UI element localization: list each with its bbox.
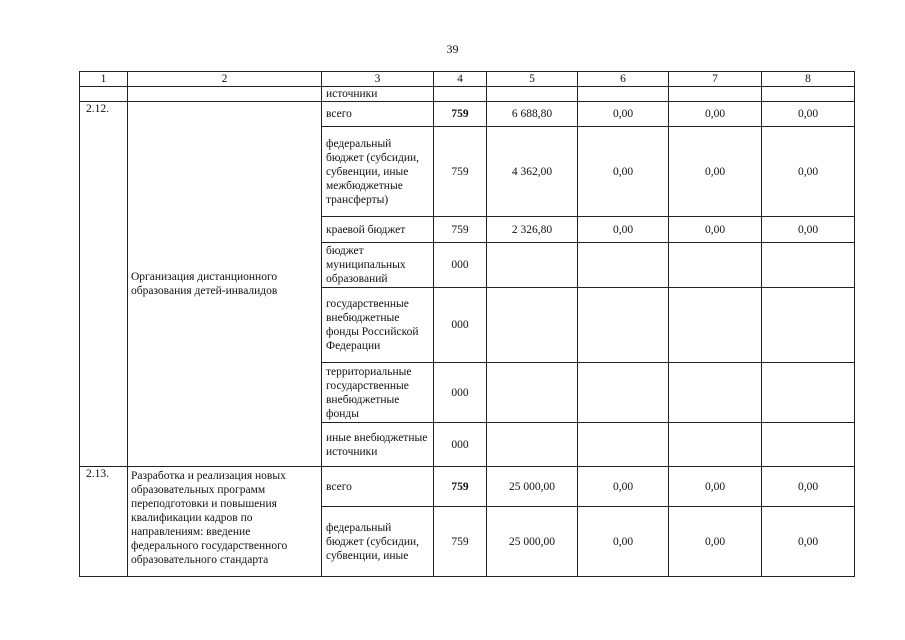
funding-source: краевой бюджет	[322, 217, 434, 243]
value-col5	[487, 243, 578, 288]
value-col7	[669, 243, 762, 288]
value-col5	[487, 288, 578, 363]
value-col5: 2 326,80	[487, 217, 578, 243]
budget-code: 000	[434, 288, 487, 363]
value-col5	[487, 423, 578, 467]
value-col5	[487, 363, 578, 423]
activity-name: Разработка и реализация новых образовательных программ переподготовки и повышения квалификации кадров по направлениям: введение федерального государственного образовательного стандарта	[128, 467, 322, 577]
value-col6: 0,00	[578, 102, 669, 127]
carry-over-row	[80, 87, 855, 102]
value-col8	[762, 363, 855, 423]
value-col8: 0,00	[762, 467, 855, 507]
funding-source: федеральный бюджет (субсидии, субвенции, иные межбюджетные трансферты)	[322, 127, 434, 217]
funding-source: бюджет муниципальных образований	[322, 243, 434, 288]
page-number: 39	[446, 42, 459, 56]
value-col7	[669, 423, 762, 467]
value-col8	[762, 288, 855, 363]
value-col6: 0,00	[578, 467, 669, 507]
value-col7: 0,00	[669, 102, 762, 127]
value-col6	[578, 363, 669, 423]
column-number: 5	[487, 72, 578, 87]
table-row	[80, 467, 855, 507]
value-col7	[669, 288, 762, 363]
budget-table	[79, 71, 855, 577]
item-number: 2.12.	[80, 102, 128, 467]
value-col8: 0,00	[762, 127, 855, 217]
funding-source: всего	[322, 102, 434, 127]
value-col6: 0,00	[578, 127, 669, 217]
funding-source: всего	[322, 467, 434, 507]
value-col8: 0,00	[762, 102, 855, 127]
column-number: 2	[128, 72, 322, 87]
funding-source: государственные внебюджетные фонды Российской Федерации	[322, 288, 434, 363]
value-col6	[578, 288, 669, 363]
budget-code: 000	[434, 423, 487, 467]
budget-code: 759	[434, 467, 487, 507]
value-col5: 25 000,00	[487, 507, 578, 577]
funding-source: иные внебюджетные источники	[322, 423, 434, 467]
value-col6	[578, 243, 669, 288]
column-number: 4	[434, 72, 487, 87]
budget-code: 759	[434, 507, 487, 577]
column-number: 1	[80, 72, 128, 87]
value-col8	[762, 423, 855, 467]
budget-code: 000	[434, 243, 487, 288]
value-col7: 0,00	[669, 507, 762, 577]
activity-name: Организация дистанционного образования детей-инвалидов	[128, 102, 322, 467]
funding-source: федеральный бюджет (субсидии, субвенции, иные	[322, 507, 434, 577]
column-number-row	[80, 72, 855, 87]
value-col5: 4 362,00	[487, 127, 578, 217]
value-col7	[669, 363, 762, 423]
item-number: 2.13.	[80, 467, 128, 577]
value-col7: 0,00	[669, 127, 762, 217]
budget-code: 759	[434, 127, 487, 217]
value-col6: 0,00	[578, 217, 669, 243]
value-col5: 6 688,80	[487, 102, 578, 127]
budget-code: 759	[434, 217, 487, 243]
value-col8	[762, 243, 855, 288]
budget-code: 759	[434, 102, 487, 127]
value-col5: 25 000,00	[487, 467, 578, 507]
funding-source: источники	[322, 87, 434, 102]
funding-source: территориальные государственные внебюджетные фонды	[322, 363, 434, 423]
table-row	[80, 102, 855, 127]
value-col6	[578, 423, 669, 467]
column-number: 8	[762, 72, 855, 87]
value-col6: 0,00	[578, 507, 669, 577]
value-col7: 0,00	[669, 217, 762, 243]
value-col7: 0,00	[669, 467, 762, 507]
column-number: 7	[669, 72, 762, 87]
budget-code: 000	[434, 363, 487, 423]
value-col8: 0,00	[762, 217, 855, 243]
column-number: 3	[322, 72, 434, 87]
column-number: 6	[578, 72, 669, 87]
value-col8: 0,00	[762, 507, 855, 577]
